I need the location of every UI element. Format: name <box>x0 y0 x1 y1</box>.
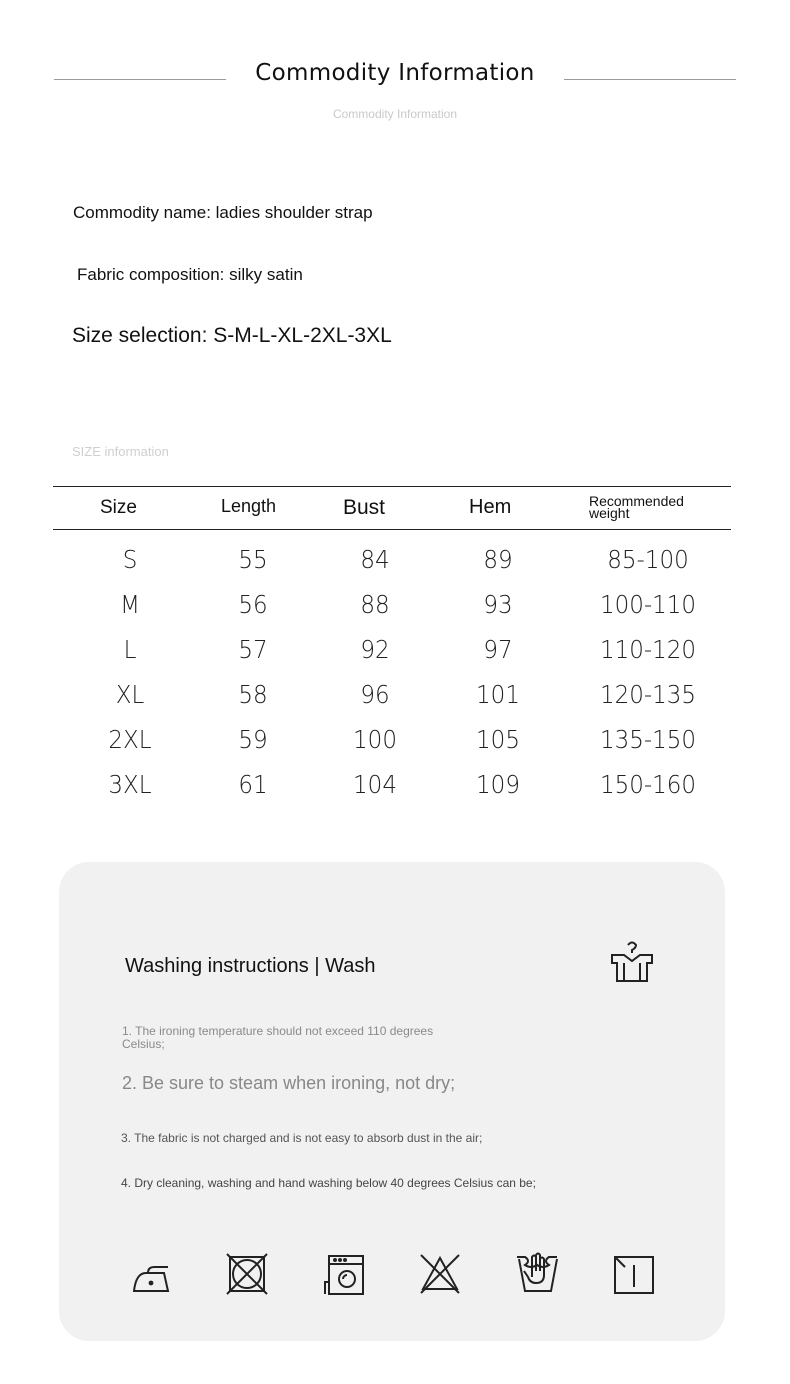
cell-bust: 96 <box>360 680 390 709</box>
column-header-hem: Hem <box>469 496 512 518</box>
column-header-weight <box>589 495 684 519</box>
cell-hem: 101 <box>476 680 520 709</box>
fabric-composition: Fabric composition: silky satin <box>77 265 303 284</box>
page-title: Commodity Information <box>255 60 535 86</box>
cell-weight: 85-100 <box>607 545 689 574</box>
cell-weight: 100-110 <box>599 590 697 619</box>
cell-length: 56 <box>238 590 268 619</box>
cell-length: 55 <box>238 545 268 574</box>
hand-wash-icon <box>515 1251 561 1297</box>
cell-bust: 104 <box>353 770 397 799</box>
cell-hem: 93 <box>483 590 513 619</box>
table-header-rule <box>53 529 731 530</box>
no-bleach-icon <box>419 1253 461 1295</box>
line-dry-icon <box>613 1255 655 1295</box>
table-top-rule <box>53 486 731 487</box>
cell-hem: 97 <box>483 635 513 664</box>
size-selection: Size selection: S-M-L-XL-2XL-3XL <box>72 324 392 347</box>
cell-length: 57 <box>238 635 268 664</box>
cell-length: 58 <box>238 680 268 709</box>
no-tumble-dry-icon <box>226 1253 268 1295</box>
title-divider-left <box>54 79 226 80</box>
instruction-1: 1. The ironing temperature should not exceed 110 degrees Celsius; <box>122 1024 434 1051</box>
cell-weight: 150-160 <box>599 770 697 799</box>
cell-weight: 110-120 <box>599 635 697 664</box>
cell-length: 59 <box>238 725 268 754</box>
washing-title: Washing instructions | Wash <box>125 955 376 977</box>
instruction-2: 2. Be sure to steam when ironing, not dry; <box>122 1073 456 1093</box>
instruction-4: 4. Dry cleaning, washing and hand washing below 40 degrees Celsius can be; <box>121 1176 536 1190</box>
title-divider-right <box>564 79 736 80</box>
washing-machine-icon <box>323 1254 365 1296</box>
hanging-shirt-icon <box>608 939 656 985</box>
cell-bust: 84 <box>360 545 390 574</box>
cell-length: 61 <box>238 770 268 799</box>
column-header-weight-line1: Recommended <box>589 493 684 509</box>
cell-bust: 88 <box>360 590 390 619</box>
commodity-name: Commodity name: ladies shoulder strap <box>73 203 373 222</box>
cell-weight: 135-150 <box>599 725 697 754</box>
cell-bust: 100 <box>353 725 397 754</box>
iron-icon <box>131 1255 171 1295</box>
column-header-length: Length <box>221 496 277 516</box>
cell-size: M <box>120 590 140 619</box>
cell-hem: 105 <box>476 725 520 754</box>
column-header-size: Size <box>100 497 137 518</box>
cell-hem: 109 <box>476 770 520 799</box>
page-subtitle: Commodity Information <box>332 107 458 121</box>
cell-size: 2XL <box>108 725 152 754</box>
cell-weight: 120-135 <box>599 680 697 709</box>
cell-size: XL <box>115 680 145 709</box>
cell-size: S <box>122 545 138 574</box>
column-header-bust: Bust <box>343 496 386 519</box>
cell-hem: 89 <box>483 545 513 574</box>
cell-bust: 92 <box>360 635 390 664</box>
cell-size: L <box>123 635 137 664</box>
instruction-3: 3. The fabric is not charged and is not easy to absorb dust in the air; <box>121 1131 483 1145</box>
size-table-caption: SIZE information <box>72 444 169 459</box>
cell-size: 3XL <box>108 770 152 799</box>
column-header-weight-line2: weight <box>589 505 630 521</box>
